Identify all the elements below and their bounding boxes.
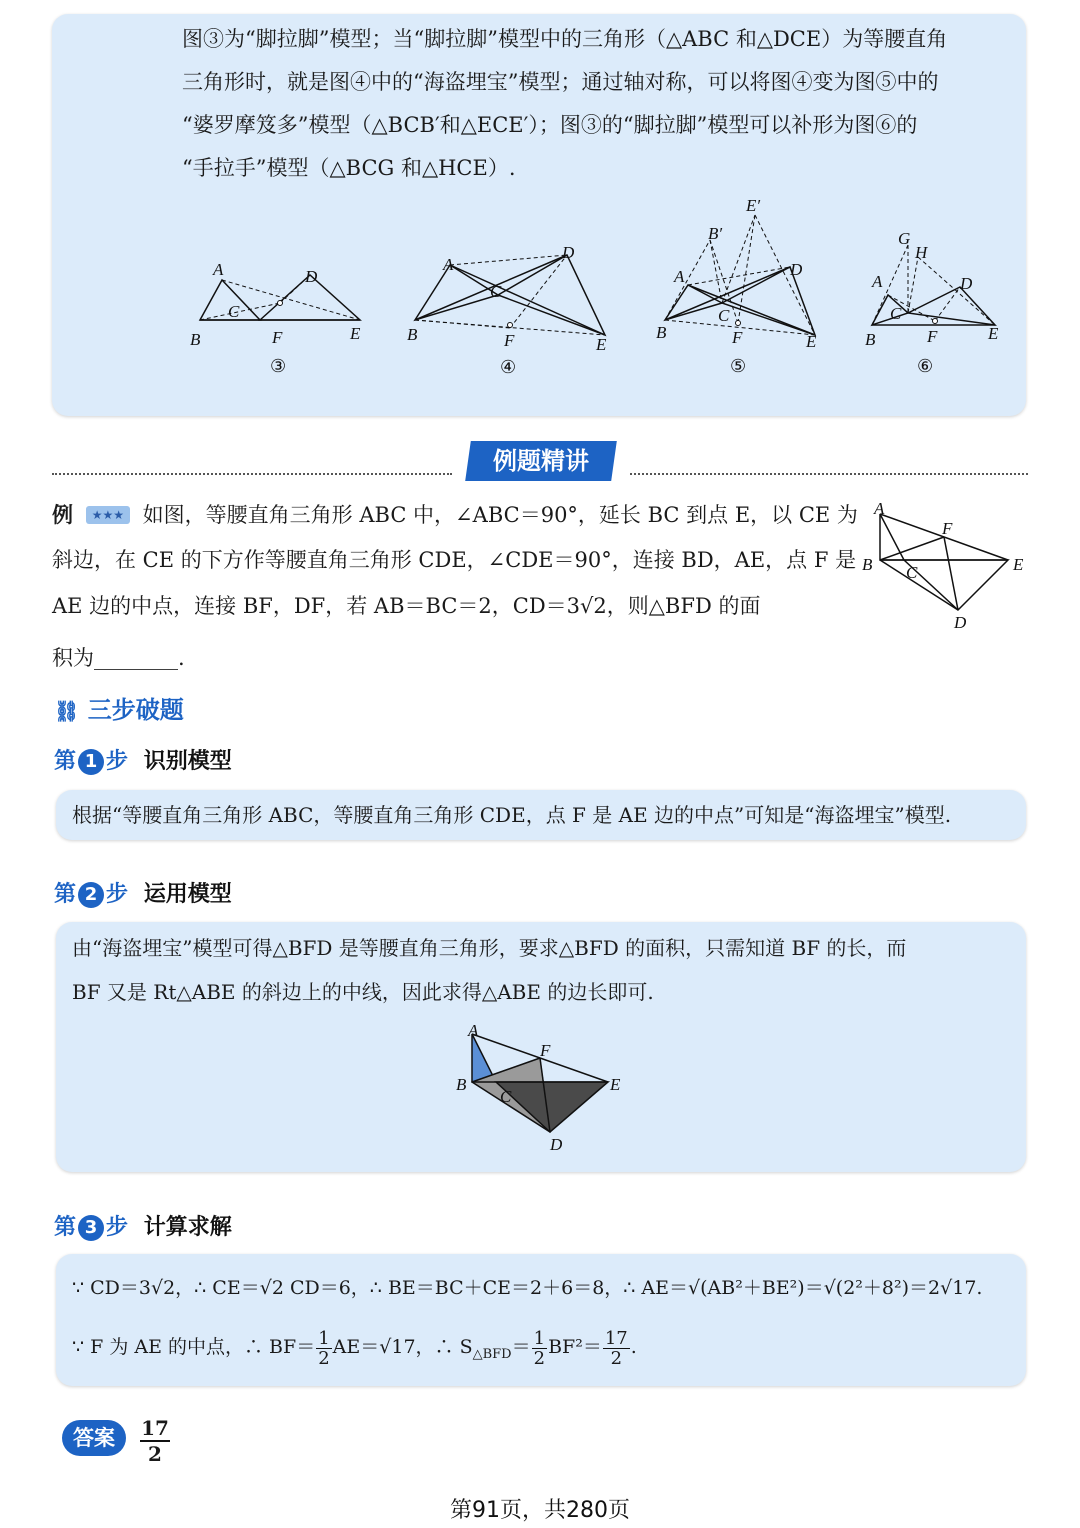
step2-fig-label-E: E — [610, 1075, 621, 1094]
step2-fig-label-F: F — [540, 1041, 551, 1060]
figure-6 — [860, 225, 1010, 380]
answer-badge: 答案 — [62, 1420, 126, 1456]
section-divider-right — [630, 473, 1028, 475]
answer-fraction: 17 2 — [141, 1416, 169, 1466]
fig5-label-A: A — [674, 267, 685, 286]
fig5-caption: ⑤ — [730, 356, 747, 376]
fig4-label-C: C — [490, 282, 502, 301]
step2-fig-label-C: C — [500, 1087, 512, 1106]
section-divider-left — [52, 473, 452, 475]
step-3-line-1: ∵ CD＝3√2，∴ CE＝√2 CD＝6，∴ BE＝BC＋CE＝2＋6＝8，∴ AE＝√(AB²＋BE²)＝√(2²＋8²)＝2√17. — [72, 1277, 983, 1299]
example-line-4: 积为________. — [52, 646, 185, 670]
step-1-text: 根据“等腰直角三角形 ABC，等腰直角三角形 CDE，点 F 是 AE 边的中点”可知是“海盗埋宝”模型. — [72, 803, 952, 827]
intro-line-1: 图③为“脚拉脚”模型；当“脚拉脚”模型中的三角形（△ABC 和△DCE）为等腰直角 — [182, 27, 948, 51]
step-2-line-2: BF 又是 Rt△ABE 的斜边上的中线，因此求得△ABE 的边长即可. — [72, 980, 654, 1004]
fig5-label-C: C — [718, 306, 730, 325]
fig6-label-F: F — [927, 327, 938, 346]
fig3-label-F: F — [272, 328, 283, 347]
fig4-label-E: E — [596, 335, 607, 354]
fig5-label-B: B — [656, 323, 667, 342]
example-fig-label-A: A — [874, 499, 885, 518]
fig5-label-Bprime: B′ — [708, 224, 723, 243]
example-fig-label-D: D — [954, 613, 967, 632]
fig4-label-D: D — [562, 243, 575, 262]
fig5-label-E: E — [806, 332, 817, 351]
fig5-label-Eprime: E′ — [746, 196, 761, 215]
step-3-line-2: ∵ F 为 AE 的中点，∴ BF＝ $\frac{1}{2}$ AE＝√17，∴ $S_{\triangle BFD}=$ $\frac{1}{2}$ BF²＝ $\frac{17}{2}$ . — [72, 1327, 637, 1369]
example-figure — [858, 498, 1038, 638]
step2-fig-label-A: A — [468, 1021, 479, 1040]
fig3-caption: ③ — [270, 356, 287, 376]
fraction-half-2: $\frac{1}{2}$ — [533, 1327, 546, 1369]
example-line-2: 斜边，在 CE 的下方作等腰直角三角形 CDE，∠CDE＝90°，连接 BD，AE，点 F 是 — [52, 548, 857, 572]
link-icon: ⛓ — [54, 699, 80, 723]
figure-5 — [650, 195, 830, 380]
fig6-label-H: H — [915, 243, 928, 262]
fig4-caption: ④ — [500, 357, 517, 377]
example-fig-label-C: C — [906, 563, 918, 582]
fig3-label-E: E — [350, 324, 361, 343]
fraction-result: $\frac{17}{2}$ — [604, 1327, 628, 1369]
fig4-label-A: A — [443, 255, 454, 274]
example-fig-label-E: E — [1013, 555, 1024, 574]
three-steps-title: ⛓ 三步破题 — [54, 696, 184, 724]
fraction-half: $\frac{1}{2}$ — [318, 1327, 330, 1369]
step-1-number: 1 — [78, 749, 104, 775]
example-line-1 — [52, 500, 858, 530]
example-line-3: AE 边的中点，连接 BF，DF，若 AB＝BC＝2，CD＝3√2，则△BFD 的面 — [52, 594, 761, 618]
page-footer: 第91页，共280页 — [450, 1498, 630, 1523]
fig6-label-E: E — [988, 324, 999, 343]
figure-3 — [180, 255, 380, 380]
fig3-label-A: A — [213, 260, 224, 279]
fig3-label-D: D — [305, 267, 318, 286]
intro-line-3: “婆罗摩笈多”模型（△BCB′和△ECE′）；图③的“脚拉脚”模型可以补形为图⑥的 — [182, 113, 918, 137]
step-3-heading: 第 3 步 计算求解 — [54, 1215, 232, 1240]
section-title: 例题精讲 — [465, 441, 617, 481]
step-2-number: 2 — [78, 882, 104, 908]
intro-line-4: “手拉手”模型（△BCG 和△HCE）. — [182, 156, 516, 180]
fig6-label-B: B — [865, 330, 876, 349]
step-1-heading: 第 1 步 识别模型 — [54, 749, 232, 774]
fig5-label-F: F — [732, 328, 743, 347]
fig6-label-G: G — [898, 229, 911, 248]
fig5-label-D: D — [790, 260, 803, 279]
fig3-label-B: B — [190, 330, 201, 349]
step-2-line-1: 由“海盗埋宝”模型可得△BFD 是等腰直角三角形，要求△BFD 的面积，只需知道 BF 的长，而 — [72, 936, 907, 960]
fig6-label-A: A — [872, 272, 883, 291]
fig3-label-C: C — [228, 302, 240, 321]
fig6-caption: ⑥ — [917, 356, 934, 376]
intro-line-2: 三角形时，就是图④中的“海盗埋宝”模型；通过轴对称，可以将图④变为图⑤中的 — [182, 70, 939, 94]
figure-4 — [405, 240, 620, 380]
step2-fig-label-B: B — [456, 1075, 467, 1094]
step2-fig-label-D: D — [550, 1135, 563, 1154]
example-fig-label-B: B — [862, 555, 873, 574]
fig6-label-D: D — [960, 274, 973, 293]
example-text-1: 如图，等腰直角三角形 ABC 中，∠ABC＝90°，延长 BC 到点 E，以 CE 为 — [142, 503, 858, 527]
fig4-label-F: F — [504, 331, 515, 350]
fig6-label-C: C — [890, 304, 902, 323]
step-2-heading: 第 2 步 运用模型 — [54, 882, 232, 907]
fig4-label-B: B — [407, 325, 418, 344]
example-fig-label-F: F — [942, 519, 953, 538]
difficulty-badge: ★★★ — [86, 506, 130, 524]
step-2-figure — [450, 1020, 640, 1155]
step-3-number: 3 — [78, 1215, 104, 1241]
example-tag: 例 — [52, 503, 73, 527]
